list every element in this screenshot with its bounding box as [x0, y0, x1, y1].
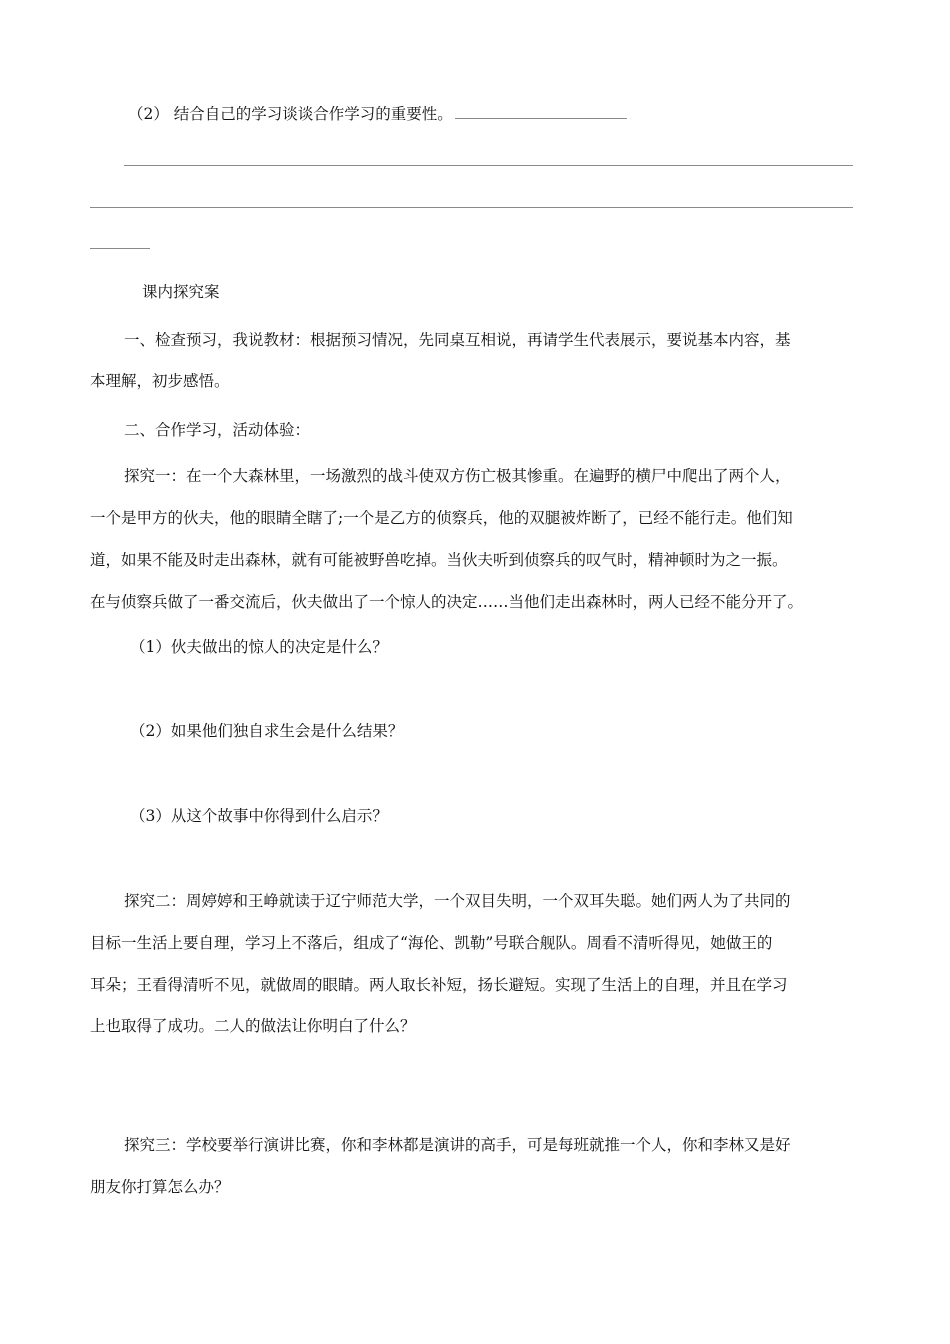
part1-line-1: 一、检查预习，我说教材：根据预习情况，先同桌互相说，再请学生代表展示，要说基本内容，基 — [124, 331, 791, 349]
inquiry2-line-3: 耳朵；王看得清听不见，就做周的眼睛。两人取长补短，扬长避短。实现了生活上的自理，并且在学习 — [90, 976, 788, 994]
inquiry1-question-2: （2）如果他们独自求生会是什么结果？ — [130, 722, 404, 740]
answer-blank[interactable] — [455, 104, 627, 119]
inquiry1-line-1: 探究一：在一个大森林里，一场激烈的战斗使双方伤亡极其惨重。在遍野的横尸中爬出了两个人， — [124, 467, 791, 485]
inquiry1-line-2: 一个是甲方的伙夫，他的眼睛全瞎了;一个是乙方的侦察兵，他的双腿被炸断了，已经不能行走。他们知 — [90, 509, 793, 527]
inquiry1-question-1: （1）伙夫做出的惊人的决定是什么？ — [130, 638, 388, 656]
inquiry1-question-3: （3）从这个故事中你得到什么启示？ — [130, 807, 388, 825]
question-2 — [128, 104, 627, 124]
inquiry1-line-4: 在与侦察兵做了一番交流后，伙夫做出了一个惊人的决定……当他们走出森林时，两人已经不能分开了。 — [90, 593, 804, 611]
section-title: 课内探究案 — [142, 283, 220, 301]
answer-line-1[interactable] — [124, 165, 853, 166]
question-2-text: （2） 结合自己的学习谈谈合作学习的重要性。 — [128, 105, 453, 123]
inquiry3-line-1: 探究三：学校要举行演讲比赛，你和李林都是演讲的高手，可是每班就推一个人，你和李林又是好 — [124, 1136, 791, 1154]
inquiry2-line-4: 上也取得了成功。二人的做法让你明白了什么？ — [90, 1017, 416, 1035]
answer-line-2[interactable] — [90, 207, 853, 208]
inquiry1-line-3: 道，如果不能及时走出森林，就有可能被野兽吃掉。当伙夫听到侦察兵的叹气时，精神顿时为之一振。 — [90, 551, 788, 569]
inquiry2-line-1: 探究二：周婷婷和王峥就读于辽宁师范大学，一个双目失明，一个双耳失聪。她们两人为了共同的 — [124, 892, 791, 910]
part2-title: 二、合作学习，活动体验： — [124, 421, 311, 439]
part1-line-2: 本理解，初步感悟。 — [90, 372, 230, 390]
answer-line-3[interactable] — [90, 248, 150, 249]
inquiry3-line-2: 朋友你打算怎么办？ — [90, 1178, 230, 1196]
inquiry2-line-2: 目标一生活上要自理，学习上不落后，组成了“海伦、凯勒”号联合舰队。周看不清听得见，她做王的 — [90, 934, 773, 952]
